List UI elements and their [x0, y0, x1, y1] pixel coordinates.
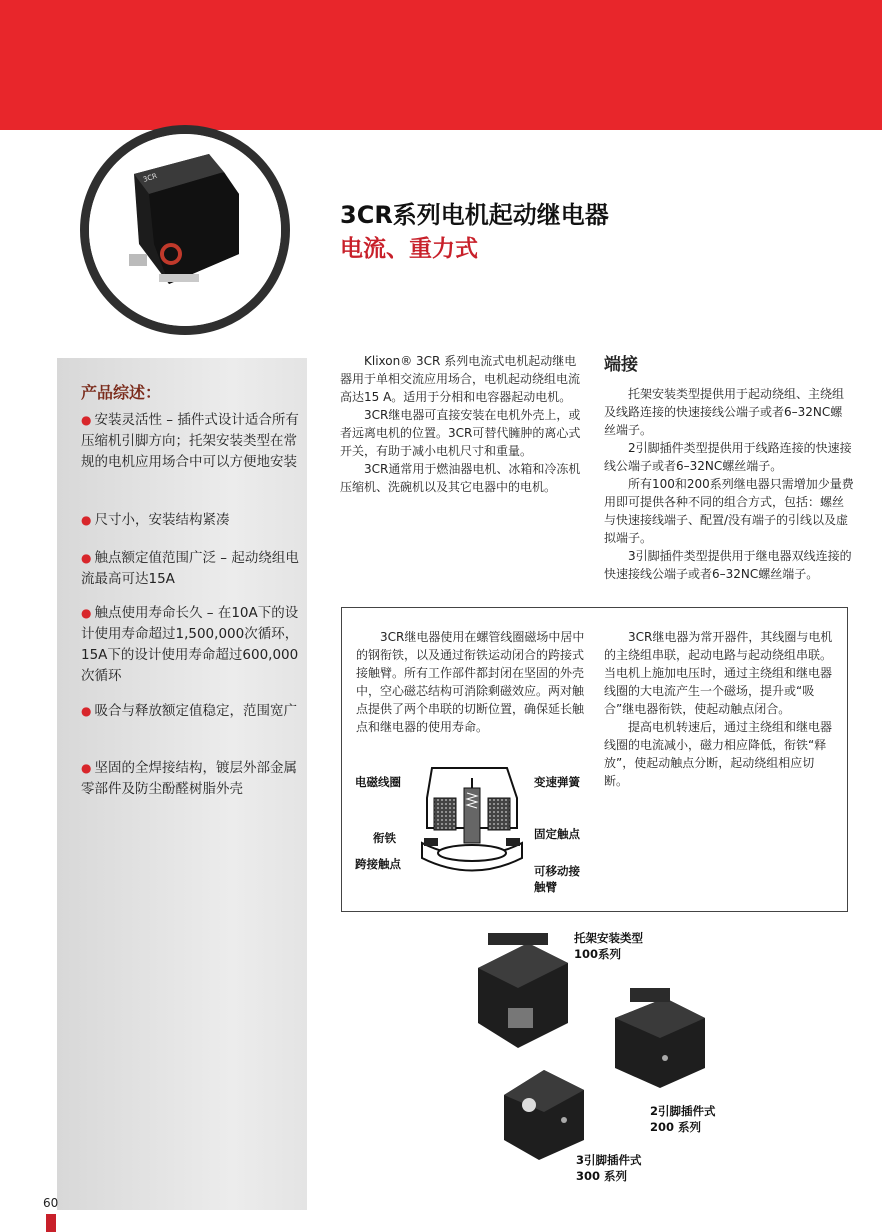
feature-item: [81, 603, 303, 687]
intro-paragraph: 3CR继电器可直接安装在电机外壳上，或者远离电机的位置。3CR可替代臃肿的离心式开关，有助于减小电机尺寸和重量。: [340, 408, 581, 458]
product-series: 100系列: [574, 947, 622, 961]
product-caption-100: [574, 930, 643, 962]
terminals-paragraph: 托架安装类型提供用于起动绕组、主绕组及线路连接的快速接线公端子或者6–32NC螺丝端子。: [604, 387, 845, 437]
label-bridge-contact: 跨接触点: [355, 857, 401, 871]
feature-text: 安装灵活性 – 插件式设计适合所有压缩机引脚方向；托架安装类型在常规的电机应用场合中可以方便地安装: [81, 412, 299, 470]
product-series: 300 系列: [576, 1169, 628, 1183]
intro-paragraph: Klixon® 3CR 系列电流式电机起动继电器用于单相交流应用场合，电机起动绕组电流高达15 A。适用于分相和电容器起动电机。: [340, 354, 581, 404]
bracket-mount-relay-image: [468, 928, 578, 1058]
product-name: 托架安装类型: [574, 931, 643, 945]
label-coil: 电磁线圈: [355, 775, 401, 789]
page-number: 60: [43, 1196, 59, 1210]
operation-right-text: 提高电机转速后，通过主绕组和继电器线圈的电流减小，磁力相应降低，衔铁“释放”，使起动触点分断，起动绕组相应切断。: [604, 720, 833, 788]
intro-paragraph: 3CR通常用于燃油器电机、冰箱和冷冻机压缩机、洗碗机以及其它电器中的电机。: [340, 462, 581, 494]
terminals-paragraph: 所有100和200系列继电器只需增加少量费用即可提供各种不同的组合方式，包括：螺丝与快速接线端子、配置/没有端子的引线以及虚拟端子。: [604, 477, 854, 545]
label-movable-arm: 可移动接触臂: [534, 864, 580, 894]
relay-photo: [80, 125, 290, 335]
feature-text: 触点使用寿命长久 – 在10A下的设计使用寿命超过1,500,000次循环，15A下的设计使用寿命超过600,000次循环: [81, 605, 299, 684]
operation-left: [356, 628, 588, 736]
intro-column: [340, 352, 585, 496]
terminals-paragraph: 3引脚插件类型提供用于继电器双线连接的快速接线公端子或者6–32NC螺丝端子。: [604, 549, 852, 581]
two-pin-relay-image: [605, 988, 715, 1098]
feature-item: [81, 758, 303, 800]
three-pin-relay-image: [494, 1060, 594, 1165]
terminals-column: [604, 385, 854, 583]
operation-left-text: 3CR继电器使用在螺管线圈磁场中居中的钢衔铁，以及通过衔铁运动闭合的跨接式接触臂。所有工作部件都封闭在坚固的外壳中，空心磁芯结构可消除剩磁效应。两对触点提供了两个串联的切断位置，确保延长触点和继电器的使用寿命。: [356, 630, 585, 734]
feature-text: 坚固的全焊接结构，镀层外部金属零部件及防尘酚醛树脂外壳: [81, 760, 297, 797]
feature-item: [81, 548, 303, 590]
header-banner: [0, 0, 882, 130]
bullet-icon: ●: [81, 704, 92, 718]
feature-text: 吸合与释放额定值稳定，范围宽广: [94, 703, 297, 719]
feature-item: [81, 410, 303, 473]
product-name: 2引脚插件式: [650, 1104, 716, 1118]
page-subtitle: 电流、重力式: [340, 236, 478, 262]
terminals-heading: 端接: [604, 355, 638, 375]
bullet-icon: ●: [81, 606, 92, 620]
operation-box: [341, 607, 848, 912]
label-spring: 变速弹簧: [534, 775, 580, 789]
product-series: 200 系列: [650, 1120, 702, 1134]
feature-text: 尺寸小，安装结构紧凑: [94, 512, 230, 528]
bullet-icon: ●: [81, 513, 92, 527]
label-fixed-contact: 固定触点: [534, 827, 580, 841]
product-caption-300: [576, 1152, 642, 1184]
relay-cross-section-diagram: [412, 758, 532, 898]
bullet-icon: ●: [81, 413, 92, 427]
operation-right: [604, 628, 836, 790]
terminals-paragraph: 2引脚插件类型提供用于线路连接的快速接线公端子或者6–32NC螺丝端子。: [604, 441, 852, 473]
bullet-icon: ●: [81, 761, 92, 775]
relay-photo-label: 3CR: [142, 171, 159, 184]
label-armature: 衔铁: [373, 831, 396, 845]
bullet-icon: ●: [81, 551, 92, 565]
operation-right-text: 3CR继电器为常开器件，其线圈与电机的主绕组串联，起动电路与起动绕组串联。当电机上施加电压时，通过主绕组和继电器线圈的大电流产生一个磁场，提升或“吸合”继电器衔铁，使起动触点闭合。: [604, 630, 833, 716]
product-caption-200: [650, 1103, 716, 1135]
page-marker: [46, 1214, 56, 1232]
sidebar-title: 产品综述：: [81, 383, 162, 402]
feature-item: [81, 510, 303, 531]
feature-text: 触点额定值范围广泛 – 起动绕组电流最高可达15A: [81, 550, 299, 587]
relay-photo-illustration: [89, 134, 281, 326]
page-title: 3CR系列电机起动继电器: [340, 201, 609, 229]
feature-item: [81, 701, 303, 722]
product-name: 3引脚插件式: [576, 1153, 642, 1167]
product-overview-sidebar: [57, 358, 307, 1210]
